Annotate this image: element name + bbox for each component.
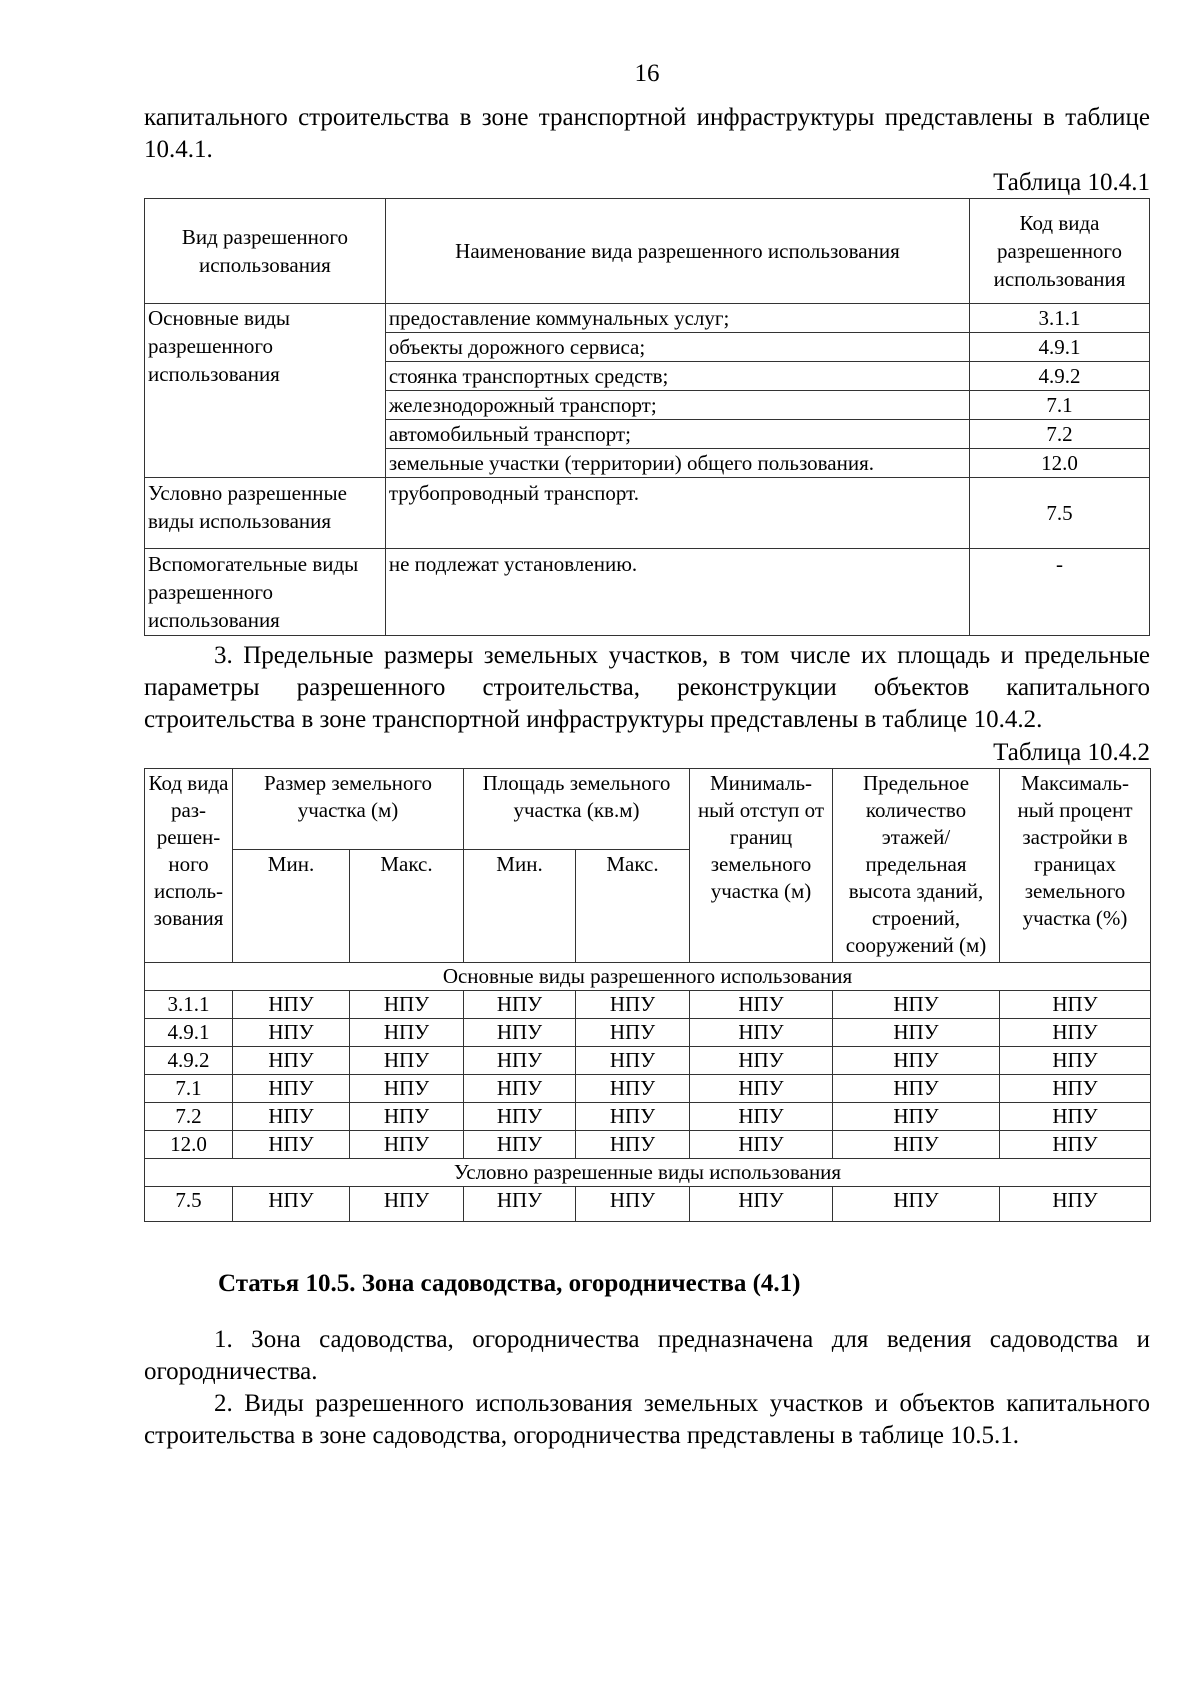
t2-cell: НПУ [350, 1131, 464, 1159]
t2-cell: НПУ [464, 1187, 576, 1222]
t2-cell: НПУ [690, 1103, 833, 1131]
t2-row-code: 4.9.2 [145, 1047, 233, 1075]
t1-use-code: 4.9.1 [970, 333, 1150, 362]
t2-row-code: 3.1.1 [145, 991, 233, 1019]
article-paragraph-2: 2. Виды разрешенного использования земельных участков и объектов капитального строительства в зоне садоводства, огородничества представлены в таблице 10.5.1. [144, 1390, 1150, 1449]
t2-cell: НПУ [350, 1047, 464, 1075]
t2-header-size-max: Макс. [350, 850, 464, 963]
t2-cell: НПУ [233, 1075, 350, 1103]
article-paragraph-1: 1. Зона садоводства, огородничества предназначена для ведения садоводства и огородничества. [144, 1326, 1150, 1385]
t2-row-code: 7.2 [145, 1103, 233, 1131]
t2-header-size: Размер земельного участка (м) [233, 769, 464, 850]
table-row [145, 1047, 1151, 1075]
t2-cell: НПУ [464, 1019, 576, 1047]
t1-use-name: не подлежат установлению. [385, 549, 969, 636]
t1-use-name: автомобильный транспорт; [385, 420, 969, 449]
t2-header-size-min: Мин. [233, 850, 350, 963]
t2-cell: НПУ [690, 991, 833, 1019]
t2-cell: НПУ [833, 1187, 1000, 1222]
document-page [144, 60, 1150, 1452]
t2-cell: НПУ [576, 1131, 690, 1159]
t2-row-code: 12.0 [145, 1131, 233, 1159]
t2-cell: НПУ [576, 1075, 690, 1103]
t2-header-max-percent: Максималь-ный процент застройки в границах земельного участка (%) [1000, 769, 1151, 963]
t1-category-main: Основные виды разрешенного использования [145, 304, 386, 478]
t2-cell: НПУ [233, 1019, 350, 1047]
table-row [145, 1131, 1151, 1159]
t2-cell: НПУ [576, 1047, 690, 1075]
t2-cell: НПУ [576, 1019, 690, 1047]
t1-use-code: 7.1 [970, 391, 1150, 420]
t1-use-name: объекты дорожного сервиса; [385, 333, 969, 362]
t2-cell: НПУ [233, 991, 350, 1019]
table1-caption: Таблица 10.4.1 [993, 169, 1150, 196]
t2-cell: НПУ [464, 1075, 576, 1103]
t1-use-code: 7.2 [970, 420, 1150, 449]
t2-cell: НПУ [1000, 991, 1151, 1019]
t2-cell: НПУ [350, 1187, 464, 1222]
t1-use-code: 7.5 [970, 478, 1150, 549]
t2-header-code: Код вида раз-решен-ного исполь-зования [145, 769, 233, 963]
t2-cell: НПУ [690, 1131, 833, 1159]
t2-cell: НПУ [233, 1047, 350, 1075]
t1-use-code: 3.1.1 [970, 304, 1150, 333]
permitted-use-table [144, 198, 1150, 636]
paragraph-3: 3. Предельные размеры земельных участков, в том числе их площадь и предельные параметры разрешенного строительства, реконструкции объектов капитального строительства в зоне транспортной инфраструктуры представлены в таблице 10.4.2. [144, 642, 1150, 733]
t1-use-name: земельные участки (территории) общего пользования. [385, 449, 969, 478]
t2-group-main: Основные виды разрешенного использования [145, 963, 1151, 991]
t1-use-code: 12.0 [970, 449, 1150, 478]
t2-header-area-min: Мин. [464, 850, 576, 963]
t1-header-code: Код вида разрешенного использования [970, 199, 1150, 304]
t1-use-code: 4.9.2 [970, 362, 1150, 391]
t1-use-code: - [970, 549, 1150, 636]
intro-paragraph: капитального строительства в зоне транспортной инфраструктуры представлены в таблице 10.4.1. [144, 104, 1150, 163]
t1-category-conditional: Условно разрешенные виды использования [145, 478, 386, 549]
t1-use-name: предоставление коммунальных услуг; [385, 304, 969, 333]
page-number: 16 [634, 60, 660, 87]
t2-cell: НПУ [833, 1075, 1000, 1103]
t2-cell: НПУ [690, 1187, 833, 1222]
t2-cell: НПУ [1000, 1103, 1151, 1131]
t2-cell: НПУ [233, 1187, 350, 1222]
t2-row-code: 7.1 [145, 1075, 233, 1103]
article-heading: Статья 10.5. Зона садоводства, огородничества (4.1) [218, 1270, 801, 1297]
t2-cell: НПУ [464, 1103, 576, 1131]
t2-header-min-indent: Минималь-ный отступ от границ земельного участка (м) [690, 769, 833, 963]
t2-header-area-max: Макс. [576, 850, 690, 963]
t2-cell: НПУ [833, 1047, 1000, 1075]
limits-table [144, 768, 1151, 1222]
t2-cell: НПУ [833, 991, 1000, 1019]
t2-cell: НПУ [1000, 1047, 1151, 1075]
t2-cell: НПУ [833, 1019, 1000, 1047]
t2-cell: НПУ [464, 1131, 576, 1159]
t2-cell: НПУ [690, 1047, 833, 1075]
t2-cell: НПУ [690, 1075, 833, 1103]
table2-caption: Таблица 10.4.2 [993, 739, 1150, 766]
t2-cell: НПУ [833, 1103, 1000, 1131]
t1-use-name: стоянка транспортных средств; [385, 362, 969, 391]
t2-cell: НПУ [350, 991, 464, 1019]
t2-cell: НПУ [350, 1075, 464, 1103]
t1-use-name: железнодорожный транспорт; [385, 391, 969, 420]
t2-cell: НПУ [1000, 1075, 1151, 1103]
t1-category-auxiliary: Вспомогательные виды разрешенного использования [145, 549, 386, 636]
t2-cell: НПУ [464, 991, 576, 1019]
t2-cell: НПУ [1000, 1187, 1151, 1222]
table-row [145, 991, 1151, 1019]
t2-cell: НПУ [1000, 1131, 1151, 1159]
t2-header-floors: Предельное количество этажей/ предельная высота зданий, строений, сооружений (м) [833, 769, 1000, 963]
t2-cell: НПУ [350, 1103, 464, 1131]
t2-group-conditional: Условно разрешенные виды использования [145, 1159, 1151, 1187]
table-row [145, 1187, 1151, 1222]
t2-cell: НПУ [464, 1047, 576, 1075]
t2-cell: НПУ [1000, 1019, 1151, 1047]
t2-header-area: Площадь земельного участка (кв.м) [464, 769, 690, 850]
t1-header-name: Наименование вида разрешенного использования [385, 199, 969, 304]
t2-cell: НПУ [690, 1019, 833, 1047]
t2-cell: НПУ [833, 1131, 1000, 1159]
t2-row-code: 4.9.1 [145, 1019, 233, 1047]
t1-use-name: трубопроводный транспорт. [385, 478, 969, 549]
t2-row-code: 7.5 [145, 1187, 233, 1222]
t2-cell: НПУ [233, 1131, 350, 1159]
table-row [145, 1075, 1151, 1103]
t2-cell: НПУ [350, 1019, 464, 1047]
t2-cell: НПУ [576, 1187, 690, 1222]
t2-cell: НПУ [233, 1103, 350, 1131]
table-row [145, 1103, 1151, 1131]
t2-cell: НПУ [576, 991, 690, 1019]
table-row [145, 1019, 1151, 1047]
t1-header-type: Вид разрешенного использования [145, 199, 386, 304]
t2-cell: НПУ [576, 1103, 690, 1131]
